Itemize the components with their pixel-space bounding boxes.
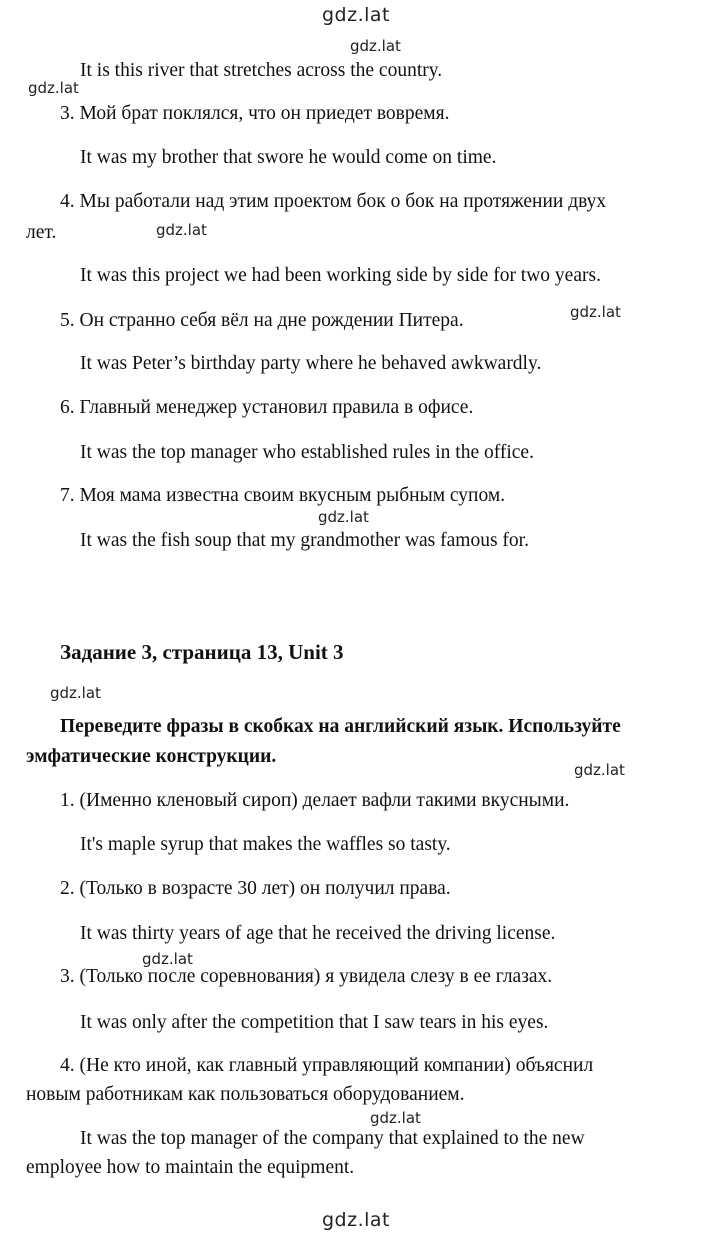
task-item: 1. (Именно кленовый сироп) делает вафли такими вкусными. <box>60 790 570 811</box>
watermark: gdz.lat <box>370 1109 421 1127</box>
watermark: gdz.lat <box>350 37 401 55</box>
watermark: gdz.lat <box>322 4 391 26</box>
answer-line: It was only after the competition that I saw tears in his eyes. <box>80 1012 549 1033</box>
task-item: 3. Мой брат поклялся, что он приедет вовремя. <box>60 103 450 124</box>
answer-line-continuation: employee how to maintain the equipment. <box>26 1157 355 1178</box>
answer-line: It was this project we had been working side by side for two years. <box>80 265 601 286</box>
task-item: 7. Моя мама известна своим вкусным рыбным супом. <box>60 485 506 506</box>
watermark: gdz.lat <box>318 508 369 526</box>
task-item: 5. Он странно себя вёл на дне рождении Питера. <box>60 310 464 331</box>
watermark: gdz.lat <box>28 79 79 97</box>
watermark: gdz.lat <box>574 761 625 779</box>
answer-line: It was my brother that swore he would come on time. <box>80 147 497 168</box>
instruction-text: эмфатические конструкции. <box>26 746 277 767</box>
watermark: gdz.lat <box>50 684 101 702</box>
task-item: 4. Мы работали над этим проектом бок о бок на протяжении двух <box>60 191 607 212</box>
answer-line: It was the top manager who established rules in the office. <box>80 442 534 463</box>
answer-line: It was thirty years of age that he received the driving license. <box>80 923 556 944</box>
answer-line: It was the fish soup that my grandmother was famous for. <box>80 530 529 551</box>
task-item: 6. Главный менеджер установил правила в офисе. <box>60 397 474 418</box>
watermark: gdz.lat <box>322 1209 391 1231</box>
task-item: 3. (Только после соревнования) я увидела слезу в ее глазах. <box>60 966 553 987</box>
answer-line: It is this river that stretches across the country. <box>80 60 443 81</box>
answer-line: It was Peter’s birthday party where he behaved awkwardly. <box>80 353 542 374</box>
task-item: 4. (Не кто иной, как главный управляющий компании) объяснил <box>60 1055 594 1076</box>
instruction-text: Переведите фразы в скобках на английский язык. Используйте <box>60 716 621 737</box>
watermark: gdz.lat <box>570 303 621 321</box>
watermark: gdz.lat <box>142 950 193 968</box>
task-item-continuation: новым работникам как пользоваться оборудованием. <box>26 1084 465 1105</box>
task-item: 2. (Только в возрасте 30 лет) он получил права. <box>60 878 451 899</box>
section-heading: Задание 3, страница 13, Unit 3 <box>60 640 344 664</box>
watermark: gdz.lat <box>156 221 207 239</box>
answer-line: It was the top manager of the company that explained to the new <box>80 1128 585 1149</box>
task-item-continuation: лет. <box>26 222 57 243</box>
answer-line: It's maple syrup that makes the waffles so tasty. <box>80 834 451 855</box>
